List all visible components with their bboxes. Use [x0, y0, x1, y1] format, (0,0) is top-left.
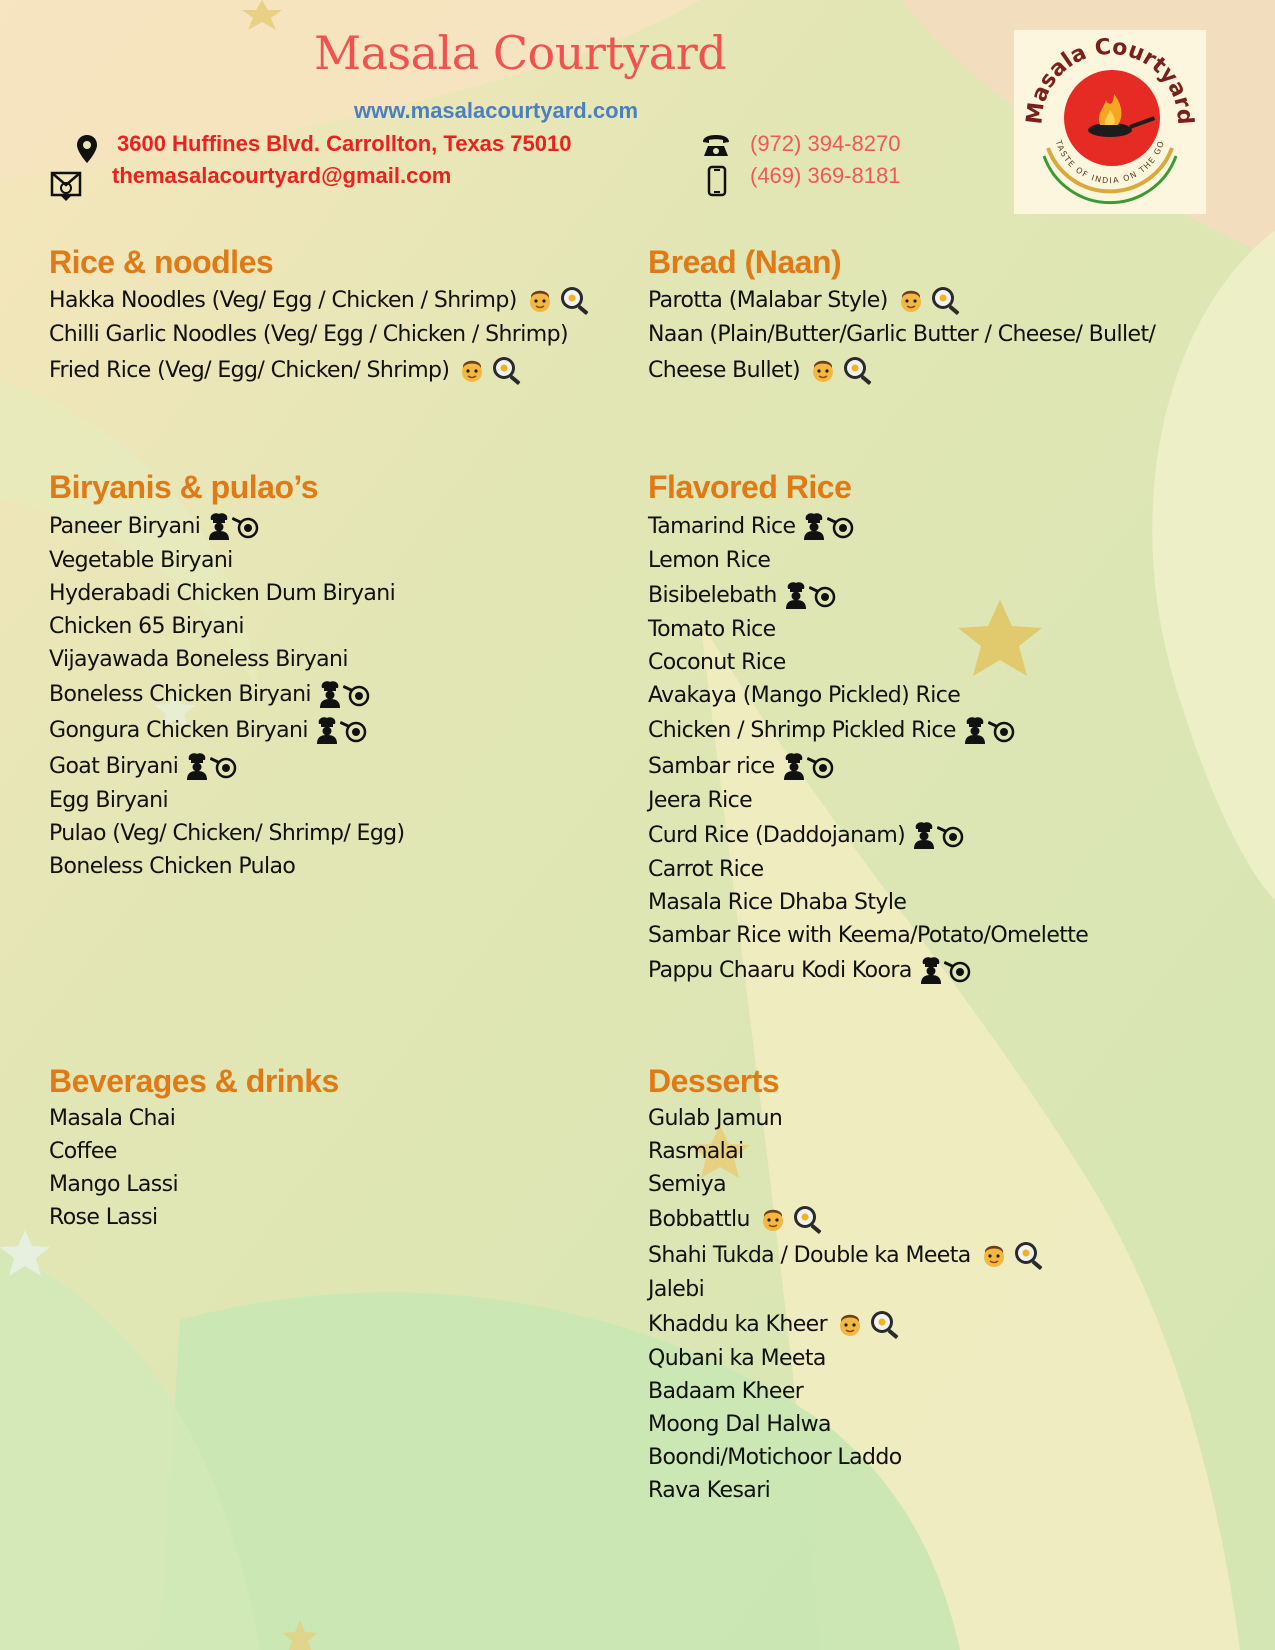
menu-item-name: Masala Chai: [49, 1106, 176, 1131]
menu-item: [648, 646, 1088, 679]
menu-item: [648, 817, 1088, 853]
menu-item-name: Parotta (Malabar Style): [648, 287, 888, 313]
chef-face-icon: [808, 355, 838, 385]
chef-face-icon: [758, 1204, 788, 1234]
menu-item: [49, 817, 405, 850]
pan-icon: [944, 957, 972, 983]
menu-item: [648, 919, 1088, 952]
menu-item: [49, 676, 405, 712]
menu-item-name: Pappu Chaaru Kodi Koora: [648, 957, 912, 983]
pan-icon: [343, 681, 371, 707]
section-title: Flavored Rice: [648, 469, 852, 505]
menu-item-name: Pulao (Veg/ Chicken/ Shrimp/ Egg): [49, 821, 405, 846]
menu-item: [648, 853, 1088, 886]
dish-icons: [896, 285, 962, 315]
dish-icons: [808, 355, 874, 385]
menu-item-name: Sambar rice: [648, 753, 775, 779]
menu-item-name: Gongura Chicken Biryani: [49, 717, 308, 743]
menu-item: [49, 850, 405, 883]
menu-item-name: Khaddu ka Kheer: [648, 1311, 828, 1337]
menu-item: [648, 1135, 1045, 1168]
menu-item-name: Boneless Chicken Pulao: [49, 854, 296, 879]
pan-icon: [809, 582, 837, 608]
menu-item-name: Sambar Rice with Keema/Potato/Omelette: [648, 923, 1089, 948]
menu-item-name: Rasmalai: [648, 1139, 744, 1164]
section-title: Desserts: [648, 1063, 780, 1099]
frying-pan-egg-icon: [869, 1309, 901, 1339]
menu-item: [648, 886, 1088, 919]
section-beverages-drinks: [49, 1060, 339, 1234]
menu-item-name: Coffee: [49, 1139, 117, 1164]
menu-item-name: Goat Biryani: [49, 753, 179, 779]
menu-item: [49, 1168, 339, 1201]
menu-item: [49, 712, 405, 748]
menu-item: [648, 1306, 1045, 1342]
menu-item-name: Boneless Chicken Biryani: [49, 681, 311, 707]
menu-item: [49, 577, 405, 610]
menu-item: [648, 317, 1155, 351]
pan-icon: [340, 717, 368, 743]
menu-list: [49, 283, 591, 389]
menu-item: [648, 1102, 1045, 1135]
dish-icons: [913, 820, 965, 850]
menu-item-name: Hakka Noodles (Veg/ Egg / Chicken / Shrimp): [49, 287, 517, 313]
dark-chef-icon: [785, 580, 807, 610]
menu-item-name: Avakaya (Mango Pickled) Rice: [648, 683, 961, 708]
section-bread-naan: [648, 241, 1155, 389]
menu-item-name: Jalebi: [648, 1277, 705, 1302]
menu-item: [648, 508, 1088, 544]
menu-item: [49, 1201, 339, 1234]
dish-icons: [835, 1309, 901, 1339]
chef-face-icon: [525, 285, 555, 315]
mail-icon: [50, 167, 82, 205]
menu-item-name: Chilli Garlic Noodles (Veg/ Egg / Chicken / Shrimp): [49, 321, 568, 347]
menu-item: [648, 1273, 1045, 1306]
menu-item: [648, 748, 1088, 784]
menu-item: [648, 351, 1155, 389]
menu-item-name: Paneer Biryani: [49, 513, 201, 539]
menu-item: [49, 544, 405, 577]
dark-chef-icon: [186, 751, 208, 781]
menu-item: [648, 712, 1088, 748]
menu-item: [648, 1342, 1045, 1375]
menu-item: [648, 1441, 1045, 1474]
menu-item: [648, 1408, 1045, 1441]
logo-tagline: TASTE OF INDIA ON THE GO: [1053, 138, 1167, 186]
menu-item: [49, 784, 405, 817]
dark-chef-icon: [964, 715, 986, 745]
menu-item-name: Moong Dal Halwa: [648, 1412, 831, 1437]
menu-item-name: Egg Biryani: [49, 788, 169, 813]
menu-item: [49, 508, 405, 544]
menu-item-name: Naan (Plain/Butter/Garlic Butter / Cheese/ Bullet/: [648, 321, 1156, 347]
chef-face-icon: [835, 1309, 865, 1339]
section-desserts: [648, 1060, 1045, 1507]
menu-item: [648, 544, 1088, 577]
chef-face-icon: [896, 285, 926, 315]
menu-item: [648, 1375, 1045, 1408]
menu-item: [49, 351, 591, 389]
menu-item-name: Mango Lassi: [49, 1172, 178, 1197]
pan-icon: [988, 717, 1016, 743]
restaurant-title: Masala Courtyard: [314, 26, 727, 80]
frying-pan-egg-icon: [792, 1204, 824, 1234]
menu-item: [49, 748, 405, 784]
pan-icon: [232, 513, 260, 539]
menu-item: [648, 1168, 1045, 1201]
dish-icons: [186, 751, 238, 781]
restaurant-logo: [1014, 30, 1206, 214]
menu-item-name: Boondi/Motichoor Laddo: [648, 1445, 902, 1470]
menu-item-name: Gulab Jamun: [648, 1106, 783, 1131]
menu-item-name: Bobbattlu: [648, 1206, 750, 1232]
email-text[interactable]: themasalacourtyard@gmail.com: [112, 163, 452, 188]
dish-icons: [803, 511, 855, 541]
frying-pan-egg-icon: [930, 285, 962, 315]
mobile-phone-icon: [707, 165, 727, 201]
menu-item: [49, 1102, 339, 1135]
dish-icons: [964, 715, 1016, 745]
dark-chef-icon: [920, 955, 942, 985]
section-title: Rice & noodles: [49, 244, 274, 280]
frying-pan-egg-icon: [1013, 1240, 1045, 1270]
dish-icons: [316, 715, 368, 745]
dark-chef-icon: [319, 679, 341, 709]
menu-item: [648, 283, 1155, 317]
menu-list: [648, 1102, 1045, 1507]
phone-number-2[interactable]: (469) 369-8181: [750, 163, 901, 188]
dark-chef-icon: [803, 511, 825, 541]
frying-pan-egg-icon: [491, 355, 523, 385]
menu-list: [648, 283, 1155, 389]
dish-icons: [920, 955, 972, 985]
website-link[interactable]: www.masalacourtyard.com: [354, 98, 639, 123]
dish-icons: [319, 679, 371, 709]
menu-item-name: Semiya: [648, 1172, 726, 1197]
dish-icons: [525, 285, 591, 315]
menu-item-name: Vijayawada Boneless Biryani: [49, 647, 348, 672]
menu-item: [49, 283, 591, 317]
menu-item: [49, 643, 405, 676]
menu-item-name: Chicken 65 Biryani: [49, 614, 244, 639]
menu-item: [49, 317, 591, 351]
menu-item: [648, 952, 1088, 988]
pan-icon: [827, 513, 855, 539]
menu-item: [49, 1135, 339, 1168]
menu-item-name: Fried Rice (Veg/ Egg/ Chicken/ Shrimp): [49, 357, 450, 383]
menu-item-name: Hyderabadi Chicken Dum Biryani: [49, 581, 396, 606]
menu-list: [49, 508, 405, 883]
frying-pan-egg-icon: [842, 355, 874, 385]
section-title: Bread (Naan): [648, 244, 842, 280]
menu-item-name: Coconut Rice: [648, 650, 786, 675]
location-pin-icon: [76, 134, 98, 168]
menu-item-name: Bisibelebath: [648, 582, 777, 608]
menu-item: [648, 784, 1088, 817]
dish-icons: [457, 355, 523, 385]
frying-pan-egg-icon: [559, 285, 591, 315]
menu-list: [49, 1102, 339, 1234]
dish-icons: [758, 1204, 824, 1234]
dish-icons: [208, 511, 260, 541]
dark-chef-icon: [783, 751, 805, 781]
telephone-icon: [701, 134, 731, 162]
pan-icon: [210, 753, 238, 779]
menu-item-name: Vegetable Biryani: [49, 548, 233, 573]
menu-item: [648, 1474, 1045, 1507]
menu-item: [648, 679, 1088, 712]
dark-chef-icon: [316, 715, 338, 745]
menu-item: [648, 577, 1088, 613]
phone-number-1[interactable]: (972) 394-8270: [750, 131, 901, 156]
menu-item-name: Chicken / Shrimp Pickled Rice: [648, 717, 956, 743]
menu-item-name: Lemon Rice: [648, 548, 771, 573]
menu-item-name: Tomato Rice: [648, 617, 776, 642]
menu-item-name: Rava Kesari: [648, 1478, 771, 1503]
menu-item-name: Qubani ka Meeta: [648, 1346, 826, 1371]
menu-item-name: Masala Rice Dhaba Style: [648, 890, 907, 915]
dark-chef-icon: [208, 511, 230, 541]
section-title: Beverages & drinks: [49, 1063, 339, 1099]
menu-item: [648, 1237, 1045, 1273]
section-flavored-rice: [648, 466, 1088, 988]
section-biryanis-pulaos: [49, 466, 405, 883]
menu-item-name: Carrot Rice: [648, 857, 764, 882]
menu-list: [648, 508, 1088, 988]
chef-face-icon: [457, 355, 487, 385]
section-rice-noodles: [49, 241, 591, 389]
menu-item: [648, 613, 1088, 646]
pan-icon: [807, 753, 835, 779]
menu-item: [49, 610, 405, 643]
dark-chef-icon: [913, 820, 935, 850]
dish-icons: [979, 1240, 1045, 1270]
menu-item-name: Shahi Tukda / Double ka Meeta: [648, 1242, 971, 1268]
menu-item: [648, 1201, 1045, 1237]
chef-face-icon: [979, 1240, 1009, 1270]
menu-item-name: Curd Rice (Daddojanam): [648, 822, 906, 848]
menu-item-name: Badaam Kheer: [648, 1379, 804, 1404]
address-text: 3600 Huffines Blvd. Carrollton, Texas 75010: [117, 131, 572, 156]
dish-icons: [783, 751, 835, 781]
menu-item-name: Cheese Bullet): [648, 357, 800, 383]
menu-item-name: Rose Lassi: [49, 1205, 158, 1230]
logo-name: Masala Courtyard: [1022, 34, 1198, 126]
section-title: Biryanis & pulao’s: [49, 469, 318, 505]
pan-icon: [937, 822, 965, 848]
menu-item-name: Jeera Rice: [648, 788, 753, 813]
dish-icons: [785, 580, 837, 610]
menu-item-name: Tamarind Rice: [648, 513, 796, 539]
